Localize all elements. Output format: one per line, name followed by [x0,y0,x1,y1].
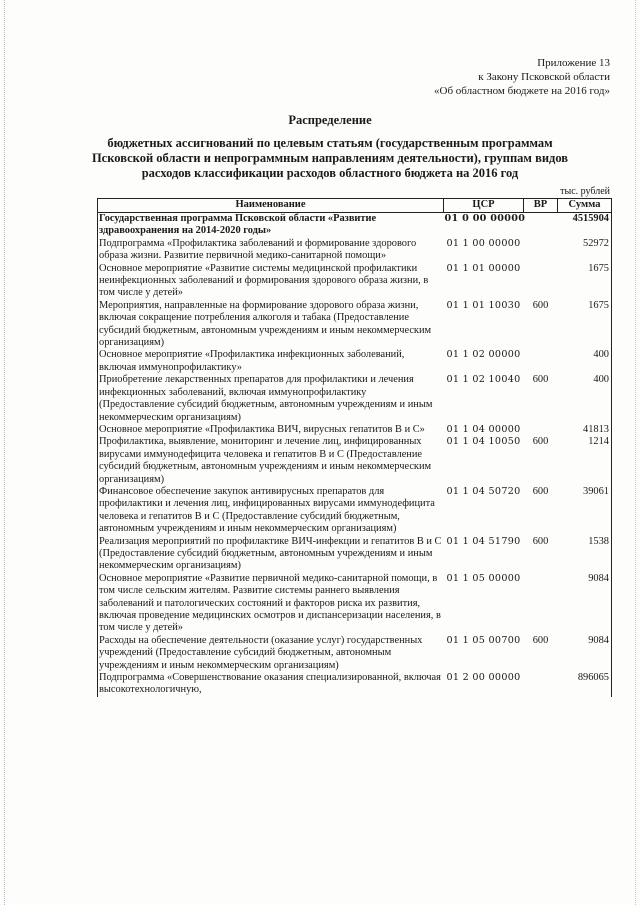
row-sum-cell: 4515904 [558,213,612,238]
table-row [98,573,612,635]
scan-edge-left [4,0,6,905]
table-row [98,213,612,238]
row-csr-cell: 01 1 04 10050 [446,436,521,448]
appendix-line-1: Приложение 13 [537,57,610,69]
table-row [98,349,612,374]
row-name-cell: Основное мероприятие «Развитие первичной медико-санитарной помощи, в том числе сельским жителям. Развитие системы раннего выявления заболеваний и патологических состояний и факторов риска их развития, включая проведение медицинских осмотров и диспансеризации населения, в том числе у детей» [98,573,444,635]
row-csr-cell: 01 1 04 50720 [446,485,521,497]
row-vr-cell [524,349,558,374]
appendix-line-2: к Закону Псковской области [478,71,610,83]
row-name-cell: Профилактика, выявление, мониторинг и лечение лиц, инфицированных вирусами иммунодефицита человека и гепатитов В и С (Предоставление субсидий бюджетным, автономным учреждениям и иным некоммерческим организациям) [98,436,444,486]
row-vr-cell [524,424,558,436]
column-header-csr: ЦСР [444,199,524,213]
row-vr-cell: 600 [532,299,549,311]
row-csr-cell: 01 0 00 00000 [444,213,524,238]
table-row [98,536,612,573]
row-csr-cell: 01 1 01 00000 [446,262,521,274]
row-sum-cell: 400 [558,374,612,424]
row-sum-cell: 1214 [558,436,612,486]
table-row [98,635,612,672]
row-vr-cell [524,238,558,263]
row-vr-cell [524,672,558,697]
row-name-cell: Мероприятия, направленные на формирование здорового образа жизни, включая сокращение потребления алкоголя и табака (Предоставление субсидий бюджетным, автономным учреждениям и иным некоммерческим организациям) [98,300,444,350]
units-label: тыс. рублей [560,186,610,197]
row-name-cell: Основное мероприятие «Профилактика инфекционных заболеваний, включая иммунопрофилактику» [98,349,444,374]
row-name-cell: Подпрограмма «Совершенствование оказания специализированной, включая высокотехнологичную, [98,672,444,697]
row-sum-cell: 896065 [558,672,612,697]
row-vr-cell [524,213,558,238]
row-csr-cell: 01 1 02 00000 [446,349,521,361]
table-row [98,424,612,436]
row-csr-cell: 01 1 05 00000 [446,572,521,584]
document-title [60,113,600,181]
budget-table [97,198,612,697]
row-name-cell: Расходы на обеспечение деятельности (оказание услуг) государственных учреждений (Предоставление субсидий бюджетным, автономным учреждениям и иным некоммерческим организациям) [98,635,444,672]
row-csr-cell: 01 2 00 00000 [446,672,521,684]
title-line-3: Псковской области и непрограммным направлениям деятельности), группам видов [91,151,569,165]
column-header-vr: ВР [524,199,558,213]
table-row [98,300,612,350]
row-name-cell: Финансовое обеспечение закупок антивирусных препаратов для профилактики и лечения лиц, инфицированных вирусами иммунодефицита человека и гепатитов В и С (Предоставление субсидий бюджетным, автономным учреждениям и иным некоммерческим организациям) [98,486,444,536]
table-row [98,672,612,697]
table-row [98,374,612,424]
row-name-cell: Приобретение лекарственных препаратов для профилактики и лечения инфекционных заболеваний, включая иммунопрофилактику (Предоставление субсидий бюджетным, автономным учреждениям и иным некоммерческим организациям) [98,374,444,424]
row-vr-cell [524,573,558,635]
table-row [98,263,612,300]
title-line-1: Распределение [288,113,372,127]
row-name-cell: Государственная программа Псковской области «Развитие здравоохранения на 2014-2020 годы» [98,213,444,238]
row-sum-cell: 400 [558,349,612,374]
title-line-2: бюджетных ассигнований по целевым статьям (государственным программам [107,136,553,150]
row-csr-cell: 01 1 05 00700 [446,634,521,646]
row-sum-cell: 1538 [558,536,612,573]
table-header-row [98,199,612,213]
appendix-line-3: «Об областном бюджете на 2016 год» [434,85,610,97]
column-header-sum: Сумма [558,199,612,213]
table-body [98,213,612,697]
appendix-header [434,56,610,98]
row-csr-cell: 01 1 02 10040 [446,374,521,386]
row-csr-cell: 01 1 01 10030 [446,299,521,311]
row-sum-cell: 9084 [558,635,612,672]
row-sum-cell: 1675 [558,263,612,300]
row-name-cell: Подпрограмма «Профилактика заболеваний и формирование здорового образа жизни. Развитие первичной медико-санитарной помощи» [98,238,444,263]
row-sum-cell: 1675 [558,300,612,350]
row-vr-cell [524,263,558,300]
row-sum-cell: 41813 [558,424,612,436]
row-vr-cell: 600 [532,535,549,547]
row-csr-cell: 01 1 04 51790 [446,535,521,547]
row-sum-cell: 9084 [558,573,612,635]
row-vr-cell: 600 [532,436,549,448]
row-vr-cell: 600 [532,374,549,386]
row-sum-cell: 39061 [558,486,612,536]
row-csr-cell: 01 1 04 00000 [446,423,521,435]
row-vr-cell: 600 [532,634,549,646]
table-row [98,486,612,536]
row-sum-cell: 52972 [558,238,612,263]
table-row [98,436,612,486]
row-csr-cell: 01 1 00 00000 [446,237,521,249]
column-header-name: Наименование [98,199,444,213]
row-name-cell: Основное мероприятие «Развитие системы медицинской профилактики неинфекционных заболеваний и формирования здорового образа жизни, в том числе у детей» [98,263,444,300]
row-name-cell: Основное мероприятие «Профилактика ВИЧ, вирусных гепатитов В и С» [98,424,444,436]
table-row [98,238,612,263]
row-name-cell: Реализация мероприятий по профилактике ВИЧ-инфекции и гепатитов В и С (Предоставление субсидий бюджетным, автономным учреждениям и иным некоммерческим организациям) [98,536,444,573]
row-vr-cell: 600 [532,485,549,497]
title-line-4: расходов классификации расходов областного бюджета на 2016 год [141,166,519,180]
scan-edge-right [635,0,637,905]
